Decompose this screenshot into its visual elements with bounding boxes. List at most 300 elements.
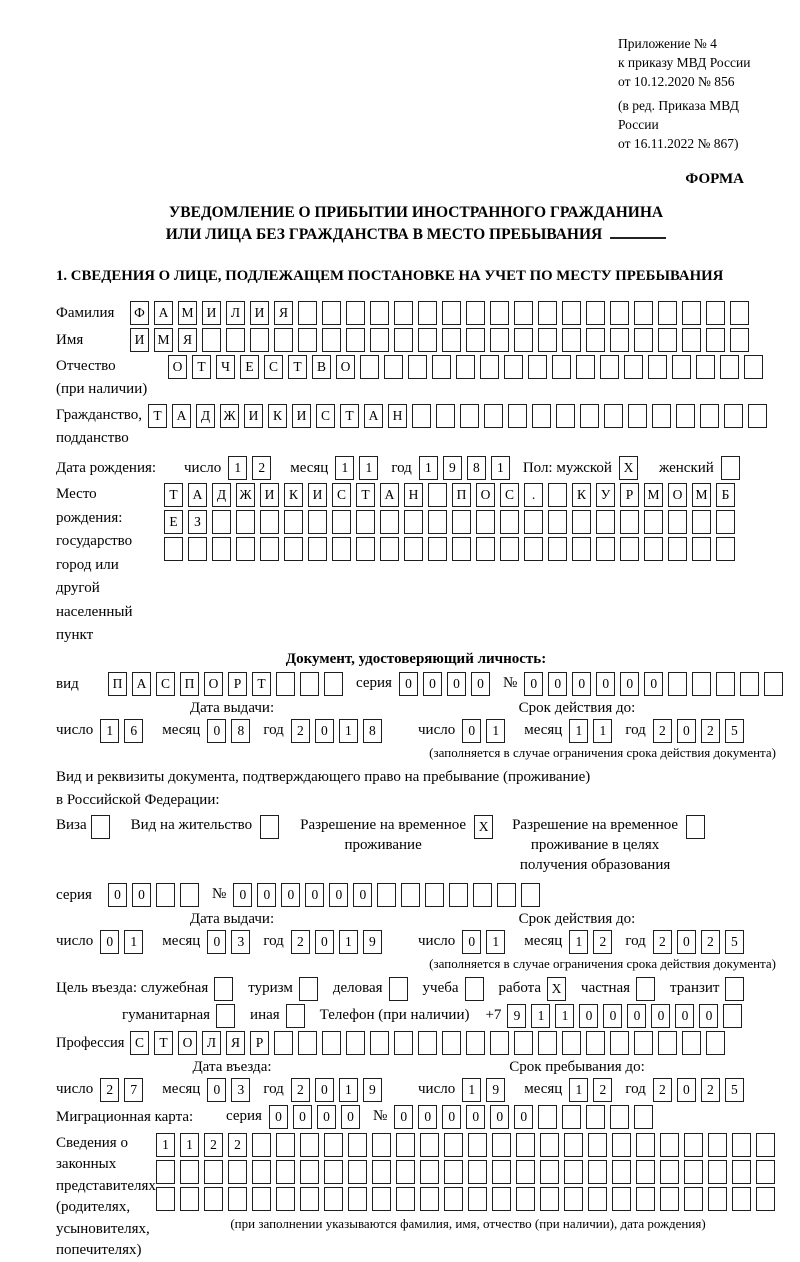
char-box[interactable]: 9	[363, 930, 382, 954]
char-box[interactable]: .	[524, 483, 543, 507]
char-box[interactable]: 1	[335, 456, 354, 480]
char-box[interactable]	[658, 328, 677, 352]
char-box[interactable]	[706, 1031, 725, 1055]
char-box[interactable]	[346, 328, 365, 352]
char-box[interactable]	[389, 977, 408, 1001]
char-box[interactable]: Ф	[130, 301, 149, 325]
char-box[interactable]	[612, 1187, 631, 1211]
char-box[interactable]: 1	[156, 1133, 175, 1157]
char-box[interactable]	[610, 301, 629, 325]
char-box[interactable]	[634, 1105, 653, 1129]
char-box[interactable]	[514, 1031, 533, 1055]
char-box[interactable]: Н	[404, 483, 423, 507]
char-box[interactable]	[91, 815, 110, 839]
char-box[interactable]: П	[452, 483, 471, 507]
char-box[interactable]: И	[260, 483, 279, 507]
char-box[interactable]	[588, 1133, 607, 1157]
char-box[interactable]: 0	[442, 1105, 461, 1129]
char-box[interactable]: X	[474, 815, 493, 839]
char-box[interactable]	[660, 1133, 679, 1157]
char-box[interactable]	[356, 537, 375, 561]
char-box[interactable]: М	[178, 301, 197, 325]
char-box[interactable]	[380, 537, 399, 561]
char-box[interactable]: Е	[240, 355, 259, 379]
char-box[interactable]	[346, 301, 365, 325]
char-box[interactable]: 5	[725, 1078, 744, 1102]
char-box[interactable]: 1	[593, 719, 612, 743]
char-box[interactable]	[180, 1160, 199, 1184]
char-box[interactable]: 0	[207, 719, 226, 743]
char-box[interactable]: 1	[491, 456, 510, 480]
char-box[interactable]	[370, 301, 389, 325]
char-box[interactable]	[723, 1004, 742, 1028]
char-box[interactable]	[604, 404, 623, 428]
char-box[interactable]	[418, 1031, 437, 1055]
char-box[interactable]: И	[130, 328, 149, 352]
char-box[interactable]: 0	[620, 672, 639, 696]
char-box[interactable]: 1	[486, 930, 505, 954]
char-box[interactable]	[564, 1133, 583, 1157]
char-box[interactable]	[156, 1187, 175, 1211]
char-box[interactable]	[660, 1187, 679, 1211]
char-box[interactable]	[672, 355, 691, 379]
char-box[interactable]	[156, 883, 175, 907]
char-box[interactable]	[552, 355, 571, 379]
char-box[interactable]	[260, 537, 279, 561]
char-box[interactable]: 1	[228, 456, 247, 480]
char-box[interactable]: 0	[315, 930, 334, 954]
char-box[interactable]	[466, 328, 485, 352]
char-box[interactable]	[473, 883, 492, 907]
char-box[interactable]	[562, 1031, 581, 1055]
char-box[interactable]: 0	[677, 719, 696, 743]
char-box[interactable]: М	[154, 328, 173, 352]
char-box[interactable]: М	[692, 483, 711, 507]
char-box[interactable]	[298, 1031, 317, 1055]
char-box[interactable]	[468, 1187, 487, 1211]
char-box[interactable]	[548, 510, 567, 534]
char-box[interactable]	[538, 1031, 557, 1055]
char-box[interactable]: 0	[677, 1078, 696, 1102]
char-box[interactable]	[370, 328, 389, 352]
char-box[interactable]: А	[172, 404, 191, 428]
char-box[interactable]	[465, 977, 484, 1001]
char-box[interactable]: 2	[204, 1133, 223, 1157]
char-box[interactable]: 2	[100, 1078, 119, 1102]
char-box[interactable]: И	[308, 483, 327, 507]
char-box[interactable]: С	[130, 1031, 149, 1055]
char-box[interactable]: К	[572, 483, 591, 507]
char-box[interactable]	[576, 355, 595, 379]
char-box[interactable]: С	[264, 355, 283, 379]
char-box[interactable]: 0	[524, 672, 543, 696]
char-box[interactable]: 0	[100, 930, 119, 954]
char-box[interactable]	[348, 1133, 367, 1157]
char-box[interactable]	[490, 301, 509, 325]
char-box[interactable]	[588, 1160, 607, 1184]
char-box[interactable]: Ж	[220, 404, 239, 428]
char-box[interactable]	[514, 328, 533, 352]
char-box[interactable]	[586, 328, 605, 352]
char-box[interactable]: 0	[462, 930, 481, 954]
char-box[interactable]	[436, 404, 455, 428]
char-box[interactable]	[180, 1187, 199, 1211]
char-box[interactable]: 1	[486, 719, 505, 743]
char-box[interactable]: 0	[418, 1105, 437, 1129]
char-box[interactable]: 0	[462, 719, 481, 743]
char-box[interactable]: 9	[363, 1078, 382, 1102]
char-box[interactable]	[418, 328, 437, 352]
char-box[interactable]	[404, 510, 423, 534]
char-box[interactable]: Б	[716, 483, 735, 507]
char-box[interactable]: 1	[531, 1004, 550, 1028]
char-box[interactable]	[284, 510, 303, 534]
char-box[interactable]: 0	[579, 1004, 598, 1028]
char-box[interactable]	[572, 510, 591, 534]
char-box[interactable]	[300, 1160, 319, 1184]
char-box[interactable]	[396, 1187, 415, 1211]
char-box[interactable]	[442, 328, 461, 352]
char-box[interactable]	[324, 1187, 343, 1211]
char-box[interactable]	[372, 1160, 391, 1184]
char-box[interactable]	[300, 1187, 319, 1211]
char-box[interactable]: Л	[202, 1031, 221, 1055]
char-box[interactable]: К	[268, 404, 287, 428]
char-box[interactable]	[490, 328, 509, 352]
char-box[interactable]	[442, 301, 461, 325]
char-box[interactable]	[180, 883, 199, 907]
char-box[interactable]	[730, 328, 749, 352]
char-box[interactable]	[442, 1031, 461, 1055]
char-box[interactable]: 0	[305, 883, 324, 907]
char-box[interactable]	[538, 301, 557, 325]
char-box[interactable]: 1	[569, 930, 588, 954]
char-box[interactable]: З	[188, 510, 207, 534]
char-box[interactable]: 0	[490, 1105, 509, 1129]
char-box[interactable]: 0	[548, 672, 567, 696]
char-box[interactable]: 2	[291, 930, 310, 954]
char-box[interactable]: 0	[257, 883, 276, 907]
char-box[interactable]	[418, 301, 437, 325]
char-box[interactable]	[236, 510, 255, 534]
char-box[interactable]	[276, 1187, 295, 1211]
char-box[interactable]: 5	[725, 930, 744, 954]
char-box[interactable]	[756, 1187, 775, 1211]
char-box[interactable]	[204, 1160, 223, 1184]
char-box[interactable]	[492, 1160, 511, 1184]
char-box[interactable]	[300, 672, 319, 696]
char-box[interactable]	[370, 1031, 389, 1055]
char-box[interactable]	[610, 1031, 629, 1055]
char-box[interactable]	[428, 537, 447, 561]
char-box[interactable]	[401, 883, 420, 907]
char-box[interactable]: 9	[443, 456, 462, 480]
char-box[interactable]: 9	[507, 1004, 526, 1028]
char-box[interactable]	[634, 1031, 653, 1055]
char-box[interactable]: 2	[701, 930, 720, 954]
char-box[interactable]: А	[364, 404, 383, 428]
char-box[interactable]	[634, 301, 653, 325]
char-box[interactable]	[628, 404, 647, 428]
char-box[interactable]	[556, 404, 575, 428]
char-box[interactable]: С	[316, 404, 335, 428]
char-box[interactable]	[730, 301, 749, 325]
char-box[interactable]: Я	[178, 328, 197, 352]
char-box[interactable]: 0	[514, 1105, 533, 1129]
char-box[interactable]	[476, 537, 495, 561]
char-box[interactable]	[250, 328, 269, 352]
char-box[interactable]	[524, 510, 543, 534]
char-box[interactable]	[202, 328, 221, 352]
char-box[interactable]: Т	[252, 672, 271, 696]
char-box[interactable]	[452, 537, 471, 561]
char-box[interactable]	[532, 404, 551, 428]
char-box[interactable]: 9	[486, 1078, 505, 1102]
char-box[interactable]	[476, 510, 495, 534]
char-box[interactable]: 0	[394, 1105, 413, 1129]
char-box[interactable]: Е	[164, 510, 183, 534]
char-box[interactable]: 0	[699, 1004, 718, 1028]
char-box[interactable]: 8	[231, 719, 250, 743]
char-box[interactable]	[684, 1187, 703, 1211]
char-box[interactable]	[620, 510, 639, 534]
char-box[interactable]: 1	[124, 930, 143, 954]
char-box[interactable]	[500, 510, 519, 534]
char-box[interactable]: 1	[569, 719, 588, 743]
char-box[interactable]	[252, 1160, 271, 1184]
char-box[interactable]: А	[154, 301, 173, 325]
char-box[interactable]: 0	[317, 1105, 336, 1129]
char-box[interactable]	[408, 355, 427, 379]
char-box[interactable]: 8	[363, 719, 382, 743]
char-box[interactable]	[372, 1133, 391, 1157]
char-box[interactable]	[216, 1004, 235, 1028]
char-box[interactable]	[564, 1160, 583, 1184]
char-box[interactable]: 0	[572, 672, 591, 696]
char-box[interactable]	[504, 355, 523, 379]
char-box[interactable]	[521, 883, 540, 907]
char-box[interactable]: В	[312, 355, 331, 379]
char-box[interactable]	[372, 1187, 391, 1211]
char-box[interactable]	[740, 672, 759, 696]
char-box[interactable]	[668, 672, 687, 696]
char-box[interactable]	[396, 1160, 415, 1184]
char-box[interactable]	[696, 355, 715, 379]
char-box[interactable]	[708, 1187, 727, 1211]
char-box[interactable]	[708, 1160, 727, 1184]
char-box[interactable]: 2	[228, 1133, 247, 1157]
char-box[interactable]: 6	[124, 719, 143, 743]
char-box[interactable]	[540, 1187, 559, 1211]
char-box[interactable]: 0	[466, 1105, 485, 1129]
char-box[interactable]	[324, 1133, 343, 1157]
char-box[interactable]: Ж	[236, 483, 255, 507]
char-box[interactable]	[324, 1160, 343, 1184]
char-box[interactable]	[404, 537, 423, 561]
char-box[interactable]	[612, 1133, 631, 1157]
char-box[interactable]	[492, 1133, 511, 1157]
char-box[interactable]	[420, 1187, 439, 1211]
char-box[interactable]	[456, 355, 475, 379]
char-box[interactable]	[652, 404, 671, 428]
char-box[interactable]	[428, 510, 447, 534]
char-box[interactable]: 0	[233, 883, 252, 907]
char-box[interactable]	[460, 404, 479, 428]
char-box[interactable]	[276, 1160, 295, 1184]
char-box[interactable]	[562, 1105, 581, 1129]
char-box[interactable]	[204, 1187, 223, 1211]
char-box[interactable]: О	[336, 355, 355, 379]
char-box[interactable]	[492, 1187, 511, 1211]
char-box[interactable]: 0	[627, 1004, 646, 1028]
char-box[interactable]: 0	[315, 719, 334, 743]
char-box[interactable]	[658, 301, 677, 325]
char-box[interactable]	[332, 510, 351, 534]
char-box[interactable]	[610, 328, 629, 352]
char-box[interactable]: 3	[231, 930, 250, 954]
char-box[interactable]: А	[188, 483, 207, 507]
char-box[interactable]	[636, 1187, 655, 1211]
char-box[interactable]: М	[644, 483, 663, 507]
char-box[interactable]: 1	[339, 719, 358, 743]
char-box[interactable]	[756, 1160, 775, 1184]
char-box[interactable]	[420, 1133, 439, 1157]
char-box[interactable]: 2	[653, 719, 672, 743]
char-box[interactable]	[228, 1187, 247, 1211]
char-box[interactable]	[648, 355, 667, 379]
char-box[interactable]	[644, 510, 663, 534]
char-box[interactable]: 2	[701, 719, 720, 743]
char-box[interactable]: С	[500, 483, 519, 507]
char-box[interactable]	[588, 1187, 607, 1211]
char-box[interactable]	[716, 672, 735, 696]
char-box[interactable]	[562, 301, 581, 325]
char-box[interactable]	[380, 510, 399, 534]
char-box[interactable]	[468, 1160, 487, 1184]
char-box[interactable]: 0	[341, 1105, 360, 1129]
char-box[interactable]	[620, 537, 639, 561]
char-box[interactable]: 2	[291, 719, 310, 743]
char-box[interactable]	[298, 328, 317, 352]
char-box[interactable]	[308, 510, 327, 534]
char-box[interactable]: 0	[471, 672, 490, 696]
char-box[interactable]	[346, 1031, 365, 1055]
char-box[interactable]	[562, 328, 581, 352]
char-box[interactable]: О	[178, 1031, 197, 1055]
char-box[interactable]: Т	[340, 404, 359, 428]
char-box[interactable]	[428, 483, 447, 507]
char-box[interactable]	[586, 301, 605, 325]
char-box[interactable]	[260, 510, 279, 534]
char-box[interactable]: 1	[100, 719, 119, 743]
char-box[interactable]	[540, 1160, 559, 1184]
char-box[interactable]	[322, 328, 341, 352]
char-box[interactable]	[706, 301, 725, 325]
char-box[interactable]	[528, 355, 547, 379]
char-box[interactable]	[432, 355, 451, 379]
char-box[interactable]: Л	[226, 301, 245, 325]
char-box[interactable]	[348, 1160, 367, 1184]
char-box[interactable]	[540, 1133, 559, 1157]
char-box[interactable]: И	[250, 301, 269, 325]
char-box[interactable]: 0	[207, 930, 226, 954]
char-box[interactable]	[684, 1133, 703, 1157]
char-box[interactable]	[676, 404, 695, 428]
char-box[interactable]	[684, 1160, 703, 1184]
char-box[interactable]: 2	[593, 930, 612, 954]
char-box[interactable]	[732, 1133, 751, 1157]
char-box[interactable]	[212, 537, 231, 561]
char-box[interactable]: 0	[353, 883, 372, 907]
char-box[interactable]	[322, 301, 341, 325]
char-box[interactable]	[610, 1105, 629, 1129]
char-box[interactable]: Т	[356, 483, 375, 507]
char-box[interactable]: 0	[207, 1078, 226, 1102]
char-box[interactable]	[228, 1160, 247, 1184]
char-box[interactable]	[360, 355, 379, 379]
char-box[interactable]	[724, 404, 743, 428]
char-box[interactable]	[286, 1004, 305, 1028]
char-box[interactable]: 1	[339, 1078, 358, 1102]
char-box[interactable]: 1	[339, 930, 358, 954]
char-box[interactable]	[324, 672, 343, 696]
char-box[interactable]	[164, 537, 183, 561]
char-box[interactable]	[425, 883, 444, 907]
char-box[interactable]: Ч	[216, 355, 235, 379]
char-box[interactable]	[514, 301, 533, 325]
char-box[interactable]	[468, 1133, 487, 1157]
char-box[interactable]	[612, 1160, 631, 1184]
char-box[interactable]	[252, 1133, 271, 1157]
char-box[interactable]	[322, 1031, 341, 1055]
char-box[interactable]	[682, 328, 701, 352]
char-box[interactable]: О	[168, 355, 187, 379]
char-box[interactable]: 2	[593, 1078, 612, 1102]
char-box[interactable]: X	[619, 456, 638, 480]
char-box[interactable]: 0	[399, 672, 418, 696]
char-box[interactable]	[284, 537, 303, 561]
char-box[interactable]	[744, 355, 763, 379]
char-box[interactable]: 0	[423, 672, 442, 696]
char-box[interactable]: 5	[725, 719, 744, 743]
char-box[interactable]	[658, 1031, 677, 1055]
char-box[interactable]: 2	[701, 1078, 720, 1102]
char-box[interactable]: 0	[651, 1004, 670, 1028]
char-box[interactable]	[384, 355, 403, 379]
char-box[interactable]: П	[180, 672, 199, 696]
char-box[interactable]: 0	[329, 883, 348, 907]
char-box[interactable]	[444, 1160, 463, 1184]
char-box[interactable]: Т	[148, 404, 167, 428]
char-box[interactable]	[308, 537, 327, 561]
char-box[interactable]	[394, 301, 413, 325]
char-box[interactable]	[748, 404, 767, 428]
char-box[interactable]: П	[108, 672, 127, 696]
char-box[interactable]	[274, 328, 293, 352]
char-box[interactable]	[298, 301, 317, 325]
char-box[interactable]	[444, 1187, 463, 1211]
char-box[interactable]: О	[204, 672, 223, 696]
char-box[interactable]	[377, 883, 396, 907]
char-box[interactable]: О	[668, 483, 687, 507]
char-box[interactable]	[732, 1187, 751, 1211]
char-box[interactable]	[686, 815, 705, 839]
char-box[interactable]	[706, 328, 725, 352]
char-box[interactable]	[508, 404, 527, 428]
char-box[interactable]	[624, 355, 643, 379]
char-box[interactable]: 0	[132, 883, 151, 907]
char-box[interactable]	[332, 537, 351, 561]
